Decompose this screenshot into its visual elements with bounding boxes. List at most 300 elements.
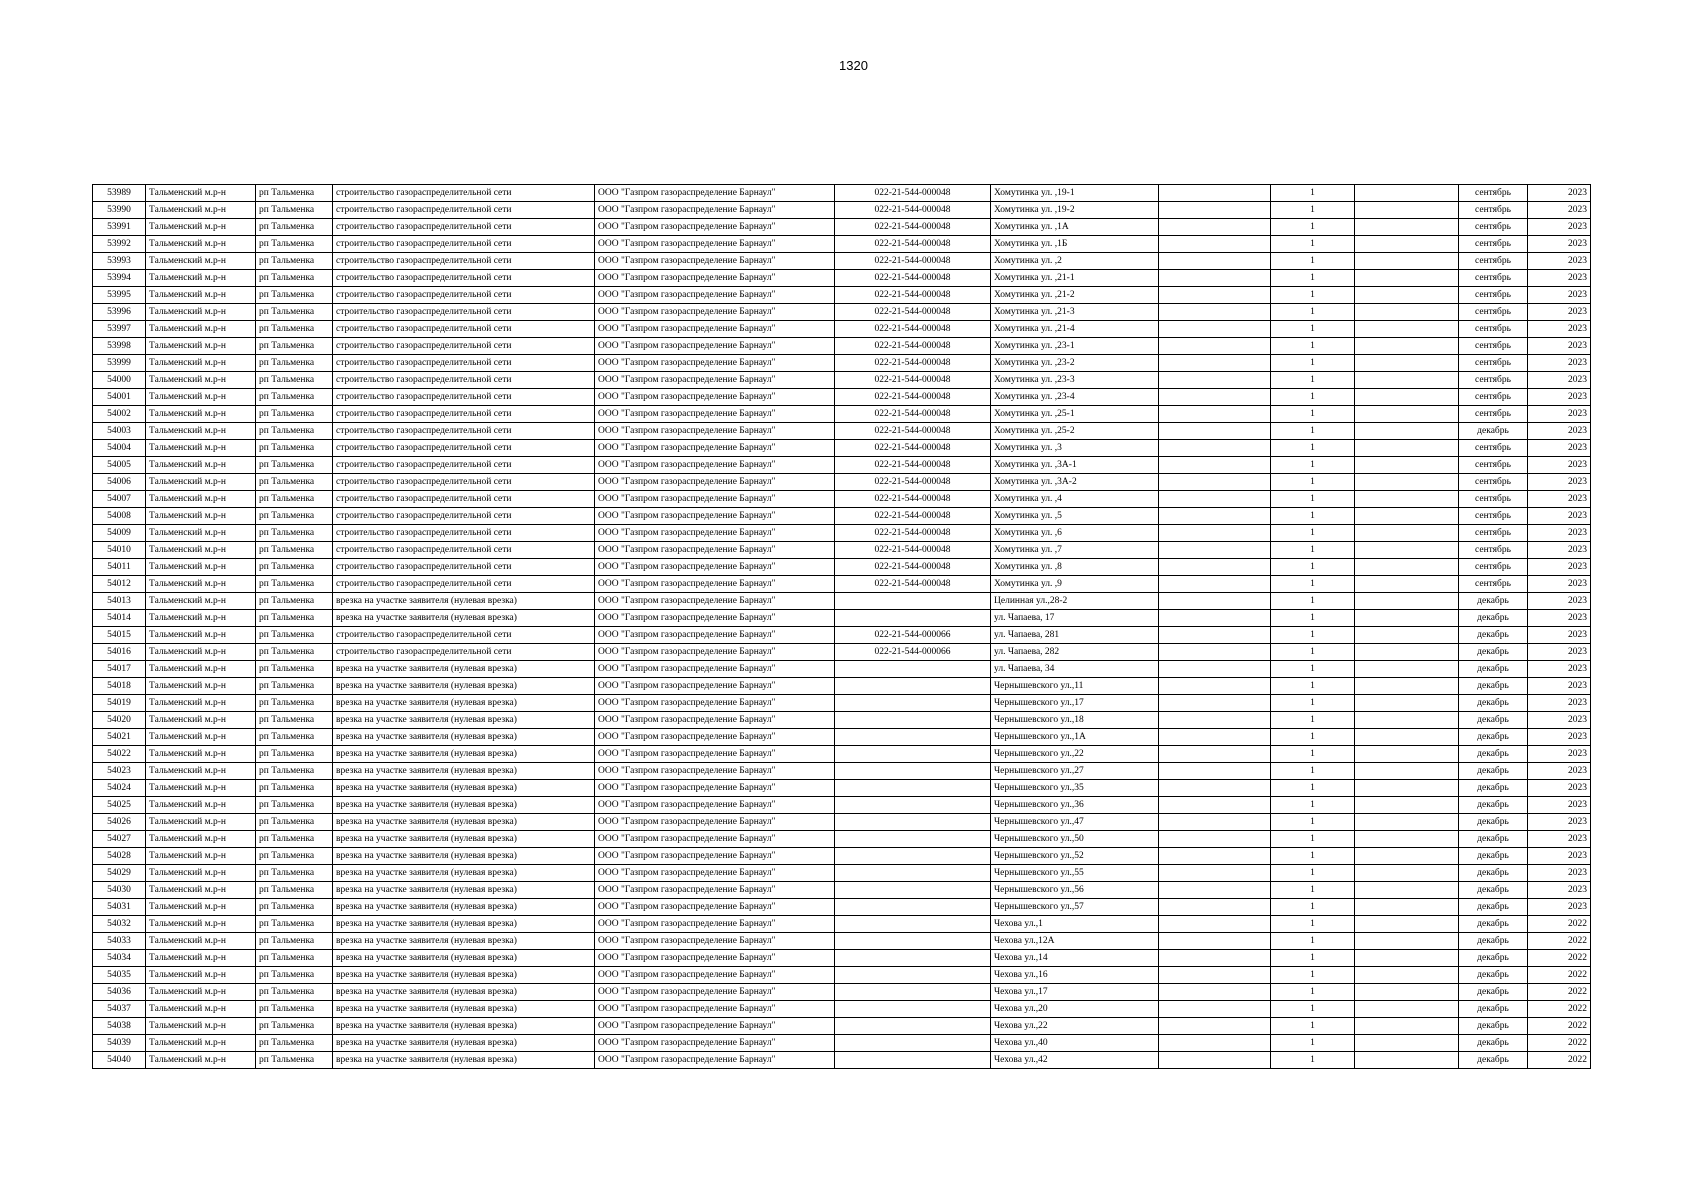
address-cell: Чернышевского ул.,17 (991, 695, 1159, 712)
blank-cell-cell (1159, 355, 1271, 372)
year-cell: 2023 (1528, 814, 1591, 831)
district-cell: Тальменский м.р-н (146, 763, 256, 780)
quantity-cell: 1 (1271, 219, 1355, 236)
quantity-cell: 1 (1271, 185, 1355, 202)
address-cell: Хомутинка ул. ,23-4 (991, 389, 1159, 406)
table-row (93, 236, 1591, 253)
settlement-cell: рп Тальменка (256, 219, 333, 236)
month-cell: сентябрь (1459, 219, 1528, 236)
month-cell: сентябрь (1459, 185, 1528, 202)
settlement-cell: рп Тальменка (256, 287, 333, 304)
quantity-cell: 1 (1271, 406, 1355, 423)
district-cell: Тальменский м.р-н (146, 729, 256, 746)
blank-cell-cell (1159, 457, 1271, 474)
settlement-cell: рп Тальменка (256, 559, 333, 576)
work-type-cell: строительство газораспределительной сети (333, 253, 595, 270)
quantity-cell: 1 (1271, 491, 1355, 508)
work-type-cell: строительство газораспределительной сети (333, 423, 595, 440)
quantity-cell: 1 (1271, 542, 1355, 559)
quantity-cell: 1 (1271, 797, 1355, 814)
organization-cell: ООО "Газпром газораспределение Барнаул" (595, 950, 835, 967)
contract-code-cell: 022-21-544-000048 (835, 219, 991, 236)
settlement-cell: рп Тальменка (256, 610, 333, 627)
record-number-cell: 54034 (93, 950, 146, 967)
year-cell: 2023 (1528, 372, 1591, 389)
record-number-cell: 53990 (93, 202, 146, 219)
address-cell: Чехова ул.,14 (991, 950, 1159, 967)
district-cell: Тальменский м.р-н (146, 933, 256, 950)
month-cell: декабрь (1459, 967, 1528, 984)
contract-code-cell: 022-21-544-000048 (835, 236, 991, 253)
table-row (93, 814, 1591, 831)
work-type-cell: строительство газораспределительной сети (333, 321, 595, 338)
blank-cell-cell (1159, 661, 1271, 678)
year-cell: 2022 (1528, 1018, 1591, 1035)
address-cell: Хомутинка ул. ,3 (991, 440, 1159, 457)
blank-cell-cell (1159, 916, 1271, 933)
table-row (93, 848, 1591, 865)
record-number-cell: 54008 (93, 508, 146, 525)
work-type-cell: строительство газораспределительной сети (333, 559, 595, 576)
contract-code-cell: 022-21-544-000048 (835, 338, 991, 355)
blank-cell-cell (1159, 1001, 1271, 1018)
address-cell: Хомутинка ул. ,21-3 (991, 304, 1159, 321)
year-cell: 2023 (1528, 661, 1591, 678)
record-number-cell: 54004 (93, 440, 146, 457)
blank-cell-cell (1159, 542, 1271, 559)
year-cell: 2023 (1528, 287, 1591, 304)
blank-cell-cell (1159, 933, 1271, 950)
quantity-cell: 1 (1271, 559, 1355, 576)
quantity-cell: 1 (1271, 848, 1355, 865)
settlement-cell: рп Тальменка (256, 933, 333, 950)
organization-cell: ООО "Газпром газораспределение Барнаул" (595, 797, 835, 814)
contract-code-cell (835, 763, 991, 780)
settlement-cell: рп Тальменка (256, 729, 333, 746)
contract-code-cell (835, 712, 991, 729)
table-row (93, 593, 1591, 610)
blank-cell-cell (1355, 1001, 1459, 1018)
table-row (93, 406, 1591, 423)
record-number-cell: 54012 (93, 576, 146, 593)
table-row (93, 491, 1591, 508)
record-number-cell: 53996 (93, 304, 146, 321)
blank-cell-cell (1159, 576, 1271, 593)
work-type-cell: строительство газораспределительной сети (333, 202, 595, 219)
record-number-cell: 54031 (93, 899, 146, 916)
address-cell: Хомутинка ул. ,19-1 (991, 185, 1159, 202)
month-cell: сентябрь (1459, 559, 1528, 576)
contract-code-cell (835, 916, 991, 933)
settlement-cell: рп Тальменка (256, 661, 333, 678)
work-type-cell: врезка на участке заявителя (нулевая врезка) (333, 695, 595, 712)
organization-cell: ООО "Газпром газораспределение Барнаул" (595, 474, 835, 491)
blank-cell-cell (1355, 236, 1459, 253)
blank-cell-cell (1159, 950, 1271, 967)
contract-code-cell: 022-21-544-000048 (835, 372, 991, 389)
quantity-cell: 1 (1271, 661, 1355, 678)
settlement-cell: рп Тальменка (256, 355, 333, 372)
organization-cell: ООО "Газпром газораспределение Барнаул" (595, 457, 835, 474)
blank-cell-cell (1355, 763, 1459, 780)
settlement-cell: рп Тальменка (256, 321, 333, 338)
quantity-cell: 1 (1271, 831, 1355, 848)
table-row (93, 950, 1591, 967)
district-cell: Тальменский м.р-н (146, 287, 256, 304)
table-row (93, 559, 1591, 576)
month-cell: декабрь (1459, 627, 1528, 644)
record-number-cell: 54007 (93, 491, 146, 508)
year-cell: 2023 (1528, 542, 1591, 559)
district-cell: Тальменский м.р-н (146, 1001, 256, 1018)
organization-cell: ООО "Газпром газораспределение Барнаул" (595, 1001, 835, 1018)
month-cell: сентябрь (1459, 406, 1528, 423)
settlement-cell: рп Тальменка (256, 1035, 333, 1052)
quantity-cell: 1 (1271, 967, 1355, 984)
work-type-cell: строительство газораспределительной сети (333, 389, 595, 406)
address-cell: Целинная ул.,28-2 (991, 593, 1159, 610)
month-cell: декабрь (1459, 831, 1528, 848)
quantity-cell: 1 (1271, 814, 1355, 831)
month-cell: декабрь (1459, 661, 1528, 678)
record-number-cell: 54015 (93, 627, 146, 644)
year-cell: 2023 (1528, 355, 1591, 372)
blank-cell-cell (1159, 508, 1271, 525)
blank-cell-cell (1159, 865, 1271, 882)
address-cell: ул. Чапаева, 282 (991, 644, 1159, 661)
district-cell: Тальменский м.р-н (146, 491, 256, 508)
contract-code-cell: 022-21-544-000048 (835, 321, 991, 338)
table-row (93, 729, 1591, 746)
blank-cell-cell (1355, 882, 1459, 899)
contract-code-cell (835, 1035, 991, 1052)
district-cell: Тальменский м.р-н (146, 219, 256, 236)
organization-cell: ООО "Газпром газораспределение Барнаул" (595, 644, 835, 661)
work-type-cell: врезка на участке заявителя (нулевая врезка) (333, 593, 595, 610)
work-type-cell: врезка на участке заявителя (нулевая врезка) (333, 848, 595, 865)
address-cell: Чернышевского ул.,50 (991, 831, 1159, 848)
table-row (93, 202, 1591, 219)
blank-cell-cell (1355, 950, 1459, 967)
organization-cell: ООО "Газпром газораспределение Барнаул" (595, 916, 835, 933)
month-cell: сентябрь (1459, 491, 1528, 508)
table-row (93, 423, 1591, 440)
settlement-cell: рп Тальменка (256, 644, 333, 661)
month-cell: сентябрь (1459, 287, 1528, 304)
address-cell: Чернышевского ул.,36 (991, 797, 1159, 814)
address-cell: Чехова ул.,22 (991, 1018, 1159, 1035)
year-cell: 2023 (1528, 831, 1591, 848)
settlement-cell: рп Тальменка (256, 372, 333, 389)
settlement-cell: рп Тальменка (256, 1018, 333, 1035)
work-type-cell: врезка на участке заявителя (нулевая врезка) (333, 1018, 595, 1035)
month-cell: сентябрь (1459, 508, 1528, 525)
district-cell: Тальменский м.р-н (146, 780, 256, 797)
contract-code-cell (835, 729, 991, 746)
month-cell: декабрь (1459, 950, 1528, 967)
blank-cell-cell (1355, 508, 1459, 525)
work-type-cell: строительство газораспределительной сети (333, 474, 595, 491)
blank-cell-cell (1355, 576, 1459, 593)
blank-cell-cell (1355, 406, 1459, 423)
contract-code-cell: 022-21-544-000048 (835, 559, 991, 576)
address-cell: Хомутинка ул. ,3А-2 (991, 474, 1159, 491)
month-cell: сентябрь (1459, 372, 1528, 389)
blank-cell-cell (1159, 763, 1271, 780)
work-type-cell: врезка на участке заявителя (нулевая врезка) (333, 1035, 595, 1052)
month-cell: сентябрь (1459, 236, 1528, 253)
address-cell: Хомутинка ул. ,8 (991, 559, 1159, 576)
record-number-cell: 54000 (93, 372, 146, 389)
blank-cell-cell (1159, 423, 1271, 440)
work-type-cell: врезка на участке заявителя (нулевая врезка) (333, 797, 595, 814)
work-type-cell: врезка на участке заявителя (нулевая врезка) (333, 916, 595, 933)
contract-code-cell (835, 695, 991, 712)
contract-code-cell (835, 831, 991, 848)
address-cell: Хомутинка ул. ,4 (991, 491, 1159, 508)
table-row (93, 219, 1591, 236)
year-cell: 2022 (1528, 967, 1591, 984)
settlement-cell: рп Тальменка (256, 253, 333, 270)
organization-cell: ООО "Газпром газораспределение Барнаул" (595, 270, 835, 287)
blank-cell-cell (1355, 627, 1459, 644)
work-type-cell: строительство газораспределительной сети (333, 644, 595, 661)
work-type-cell: строительство газораспределительной сети (333, 542, 595, 559)
blank-cell-cell (1355, 1035, 1459, 1052)
district-cell: Тальменский м.р-н (146, 185, 256, 202)
settlement-cell: рп Тальменка (256, 491, 333, 508)
blank-cell-cell (1355, 848, 1459, 865)
month-cell: сентябрь (1459, 202, 1528, 219)
blank-cell-cell (1159, 627, 1271, 644)
district-cell: Тальменский м.р-н (146, 423, 256, 440)
settlement-cell: рп Тальменка (256, 1001, 333, 1018)
address-cell: Хомутинка ул. ,2 (991, 253, 1159, 270)
registry-body (93, 185, 1591, 1069)
quantity-cell: 1 (1271, 780, 1355, 797)
contract-code-cell: 022-21-544-000048 (835, 440, 991, 457)
contract-code-cell (835, 780, 991, 797)
contract-code-cell (835, 882, 991, 899)
month-cell: декабрь (1459, 644, 1528, 661)
settlement-cell: рп Тальменка (256, 440, 333, 457)
address-cell: Чехова ул.,1 (991, 916, 1159, 933)
contract-code-cell: 022-21-544-000048 (835, 287, 991, 304)
quantity-cell: 1 (1271, 440, 1355, 457)
work-type-cell: строительство газораспределительной сети (333, 372, 595, 389)
quantity-cell: 1 (1271, 610, 1355, 627)
year-cell: 2023 (1528, 338, 1591, 355)
quantity-cell: 1 (1271, 287, 1355, 304)
district-cell: Тальменский м.р-н (146, 984, 256, 1001)
record-number-cell: 54023 (93, 763, 146, 780)
month-cell: декабрь (1459, 712, 1528, 729)
month-cell: декабрь (1459, 610, 1528, 627)
address-cell: Хомутинка ул. ,6 (991, 525, 1159, 542)
blank-cell-cell (1355, 270, 1459, 287)
contract-code-cell: 022-21-544-000048 (835, 508, 991, 525)
month-cell: сентябрь (1459, 338, 1528, 355)
work-type-cell: строительство газораспределительной сети (333, 270, 595, 287)
blank-cell-cell (1355, 865, 1459, 882)
blank-cell-cell (1355, 185, 1459, 202)
blank-cell-cell (1159, 695, 1271, 712)
year-cell: 2023 (1528, 593, 1591, 610)
work-type-cell: врезка на участке заявителя (нулевая врезка) (333, 1052, 595, 1069)
address-cell: Чернышевского ул.,47 (991, 814, 1159, 831)
blank-cell-cell (1355, 542, 1459, 559)
record-number-cell: 54022 (93, 746, 146, 763)
blank-cell-cell (1355, 967, 1459, 984)
month-cell: декабрь (1459, 593, 1528, 610)
organization-cell: ООО "Газпром газораспределение Барнаул" (595, 236, 835, 253)
district-cell: Тальменский м.р-н (146, 899, 256, 916)
month-cell: декабрь (1459, 984, 1528, 1001)
contract-code-cell: 022-21-544-000048 (835, 389, 991, 406)
record-number-cell: 53992 (93, 236, 146, 253)
district-cell: Тальменский м.р-н (146, 627, 256, 644)
settlement-cell: рп Тальменка (256, 270, 333, 287)
district-cell: Тальменский м.р-н (146, 831, 256, 848)
district-cell: Тальменский м.р-н (146, 797, 256, 814)
work-type-cell: врезка на участке заявителя (нулевая врезка) (333, 899, 595, 916)
month-cell: декабрь (1459, 916, 1528, 933)
table-row (93, 882, 1591, 899)
table-row (93, 610, 1591, 627)
year-cell: 2023 (1528, 746, 1591, 763)
table-row (93, 1052, 1591, 1069)
district-cell: Тальменский м.р-н (146, 1052, 256, 1069)
table-row (93, 661, 1591, 678)
blank-cell-cell (1159, 304, 1271, 321)
address-cell: Чернышевского ул.,57 (991, 899, 1159, 916)
organization-cell: ООО "Газпром газораспределение Барнаул" (595, 491, 835, 508)
district-cell: Тальменский м.р-н (146, 440, 256, 457)
work-type-cell: строительство газораспределительной сети (333, 627, 595, 644)
contract-code-cell (835, 1001, 991, 1018)
table-row (93, 1001, 1591, 1018)
work-type-cell: строительство газораспределительной сети (333, 236, 595, 253)
blank-cell-cell (1159, 338, 1271, 355)
year-cell: 2023 (1528, 525, 1591, 542)
blank-cell-cell (1355, 610, 1459, 627)
address-cell: Чернышевского ул.,22 (991, 746, 1159, 763)
record-number-cell: 53999 (93, 355, 146, 372)
contract-code-cell (835, 984, 991, 1001)
district-cell: Тальменский м.р-н (146, 372, 256, 389)
work-type-cell: врезка на участке заявителя (нулевая врезка) (333, 831, 595, 848)
blank-cell-cell (1355, 202, 1459, 219)
quantity-cell: 1 (1271, 695, 1355, 712)
table-row (93, 321, 1591, 338)
address-cell: Хомутинка ул. ,23-1 (991, 338, 1159, 355)
quantity-cell: 1 (1271, 865, 1355, 882)
table-row (93, 508, 1591, 525)
record-number-cell: 54019 (93, 695, 146, 712)
table-row (93, 338, 1591, 355)
blank-cell-cell (1355, 1018, 1459, 1035)
table-row (93, 440, 1591, 457)
record-number-cell: 54010 (93, 542, 146, 559)
work-type-cell: строительство газораспределительной сети (333, 457, 595, 474)
contract-code-cell (835, 814, 991, 831)
organization-cell: ООО "Газпром газораспределение Барнаул" (595, 287, 835, 304)
quantity-cell: 1 (1271, 644, 1355, 661)
settlement-cell: рп Тальменка (256, 712, 333, 729)
record-number-cell: 54025 (93, 797, 146, 814)
blank-cell-cell (1159, 372, 1271, 389)
contract-code-cell: 022-21-544-000048 (835, 304, 991, 321)
quantity-cell: 1 (1271, 627, 1355, 644)
blank-cell-cell (1159, 729, 1271, 746)
blank-cell-cell (1355, 355, 1459, 372)
settlement-cell: рп Тальменка (256, 542, 333, 559)
organization-cell: ООО "Газпром газораспределение Барнаул" (595, 440, 835, 457)
blank-cell-cell (1355, 644, 1459, 661)
district-cell: Тальменский м.р-н (146, 338, 256, 355)
organization-cell: ООО "Газпром газораспределение Барнаул" (595, 1052, 835, 1069)
settlement-cell: рп Тальменка (256, 406, 333, 423)
record-number-cell: 54001 (93, 389, 146, 406)
year-cell: 2023 (1528, 797, 1591, 814)
record-number-cell: 54002 (93, 406, 146, 423)
year-cell: 2022 (1528, 950, 1591, 967)
year-cell: 2023 (1528, 270, 1591, 287)
organization-cell: ООО "Газпром газораспределение Барнаул" (595, 576, 835, 593)
blank-cell-cell (1355, 253, 1459, 270)
record-number-cell: 54005 (93, 457, 146, 474)
contract-code-cell (835, 967, 991, 984)
quantity-cell: 1 (1271, 423, 1355, 440)
year-cell: 2023 (1528, 185, 1591, 202)
organization-cell: ООО "Газпром газораспределение Барнаул" (595, 967, 835, 984)
contract-code-cell (835, 746, 991, 763)
address-cell: Чернышевского ул.,1А (991, 729, 1159, 746)
table-row (93, 355, 1591, 372)
year-cell: 2023 (1528, 712, 1591, 729)
contract-code-cell (835, 1018, 991, 1035)
quantity-cell: 1 (1271, 355, 1355, 372)
settlement-cell: рп Тальменка (256, 763, 333, 780)
contract-code-cell: 022-21-544-000048 (835, 253, 991, 270)
organization-cell: ООО "Газпром газораспределение Барнаул" (595, 627, 835, 644)
address-cell: Чернышевского ул.,11 (991, 678, 1159, 695)
year-cell: 2023 (1528, 321, 1591, 338)
blank-cell-cell (1355, 831, 1459, 848)
year-cell: 2023 (1528, 865, 1591, 882)
district-cell: Тальменский м.р-н (146, 848, 256, 865)
address-cell: Чернышевского ул.,52 (991, 848, 1159, 865)
organization-cell: ООО "Газпром газораспределение Барнаул" (595, 219, 835, 236)
address-cell: Чехова ул.,20 (991, 1001, 1159, 1018)
settlement-cell: рп Тальменка (256, 678, 333, 695)
blank-cell-cell (1159, 406, 1271, 423)
district-cell: Тальменский м.р-н (146, 1035, 256, 1052)
settlement-cell: рп Тальменка (256, 304, 333, 321)
contract-code-cell: 022-21-544-000048 (835, 542, 991, 559)
blank-cell-cell (1159, 780, 1271, 797)
record-number-cell: 54020 (93, 712, 146, 729)
address-cell: Хомутинка ул. ,25-1 (991, 406, 1159, 423)
year-cell: 2023 (1528, 457, 1591, 474)
organization-cell: ООО "Газпром газораспределение Барнаул" (595, 746, 835, 763)
contract-code-cell (835, 593, 991, 610)
blank-cell-cell (1355, 474, 1459, 491)
table-row (93, 457, 1591, 474)
organization-cell: ООО "Газпром газораспределение Барнаул" (595, 661, 835, 678)
table-row (93, 644, 1591, 661)
address-cell: ул. Чапаева, 34 (991, 661, 1159, 678)
